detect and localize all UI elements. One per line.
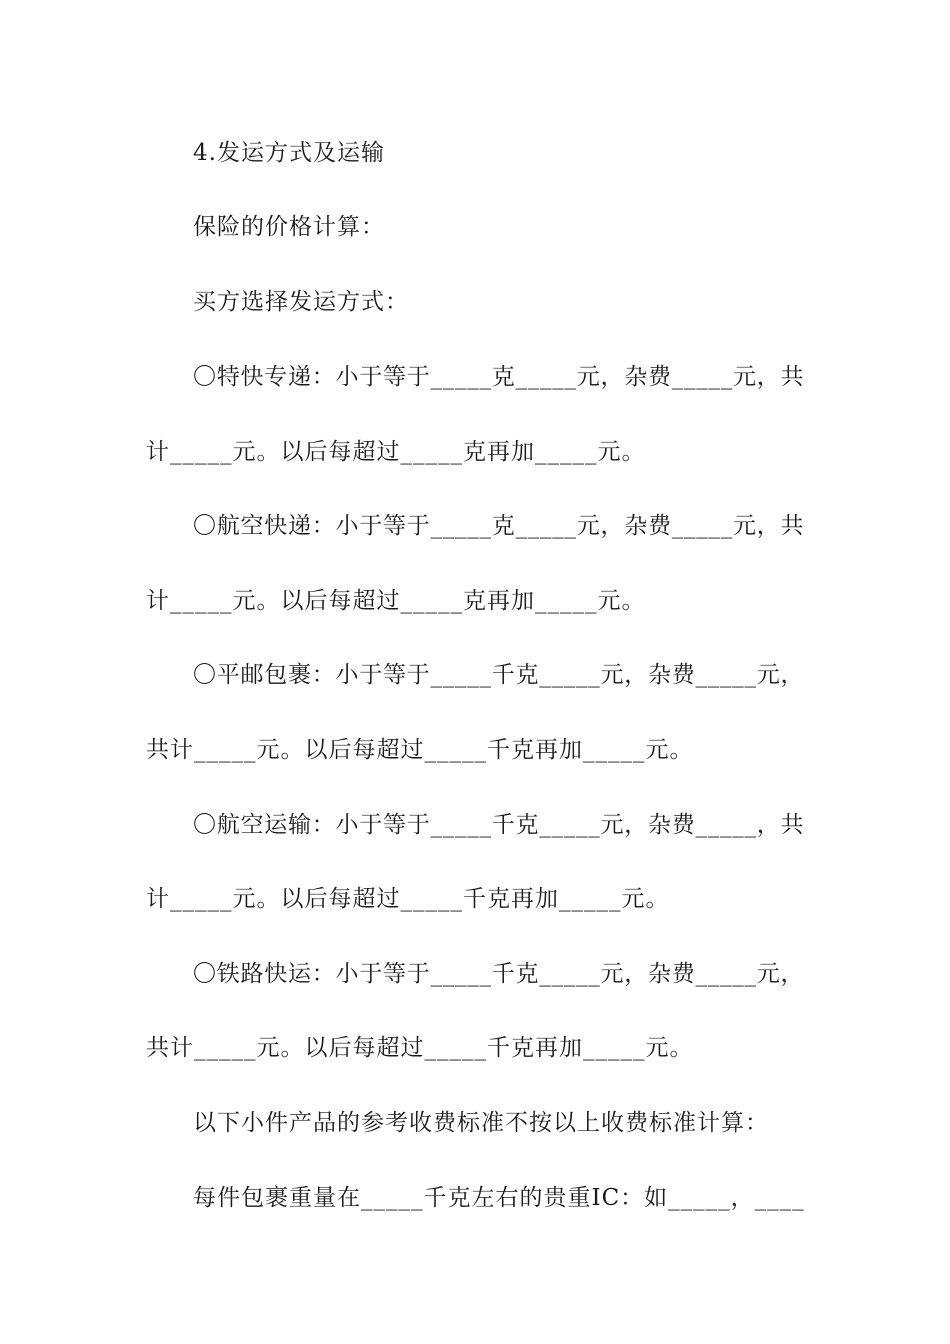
paragraph-line: 每件包裹重量在_____千克左右的贵重IC：如_____，____ <box>193 1185 805 1211</box>
option-rail-line-2: 共计_____元。以后每超过_____千克再加_____元。 <box>146 1035 694 1061</box>
option-air-express-line-2: 计_____元。以后每超过_____克再加_____元。 <box>146 588 646 614</box>
option-surface-parcel-line-1: 〇平邮包裹：小于等于_____千克_____元，杂费_____元， <box>193 662 805 688</box>
paragraph-line: 保险的价格计算： <box>193 214 385 240</box>
option-air-freight-line-1: 〇航空运输：小于等于_____千克_____元，杂费_____，共 <box>193 812 805 838</box>
paragraph-line: 买方选择发运方式： <box>193 289 409 315</box>
option-air-express-line-1: 〇航空快递：小于等于_____克_____元，杂费_____元，共 <box>193 513 805 539</box>
option-rail-line-1: 〇铁路快运：小于等于_____千克_____元，杂费_____元， <box>193 961 805 987</box>
section-heading: 4.发运方式及运输 <box>193 140 385 166</box>
option-express-line-2: 计_____元。以后每超过_____克再加_____元。 <box>146 439 646 465</box>
option-surface-parcel-line-2: 共计_____元。以后每超过_____千克再加_____元。 <box>146 737 694 763</box>
paragraph-line: 以下小件产品的参考收费标准不按以上收费标准计算： <box>193 1110 769 1136</box>
option-express-line-1: 〇特快专递：小于等于_____克_____元，杂费_____元，共 <box>193 364 805 390</box>
option-air-freight-line-2: 计_____元。以后每超过_____千克再加_____元。 <box>146 886 670 912</box>
